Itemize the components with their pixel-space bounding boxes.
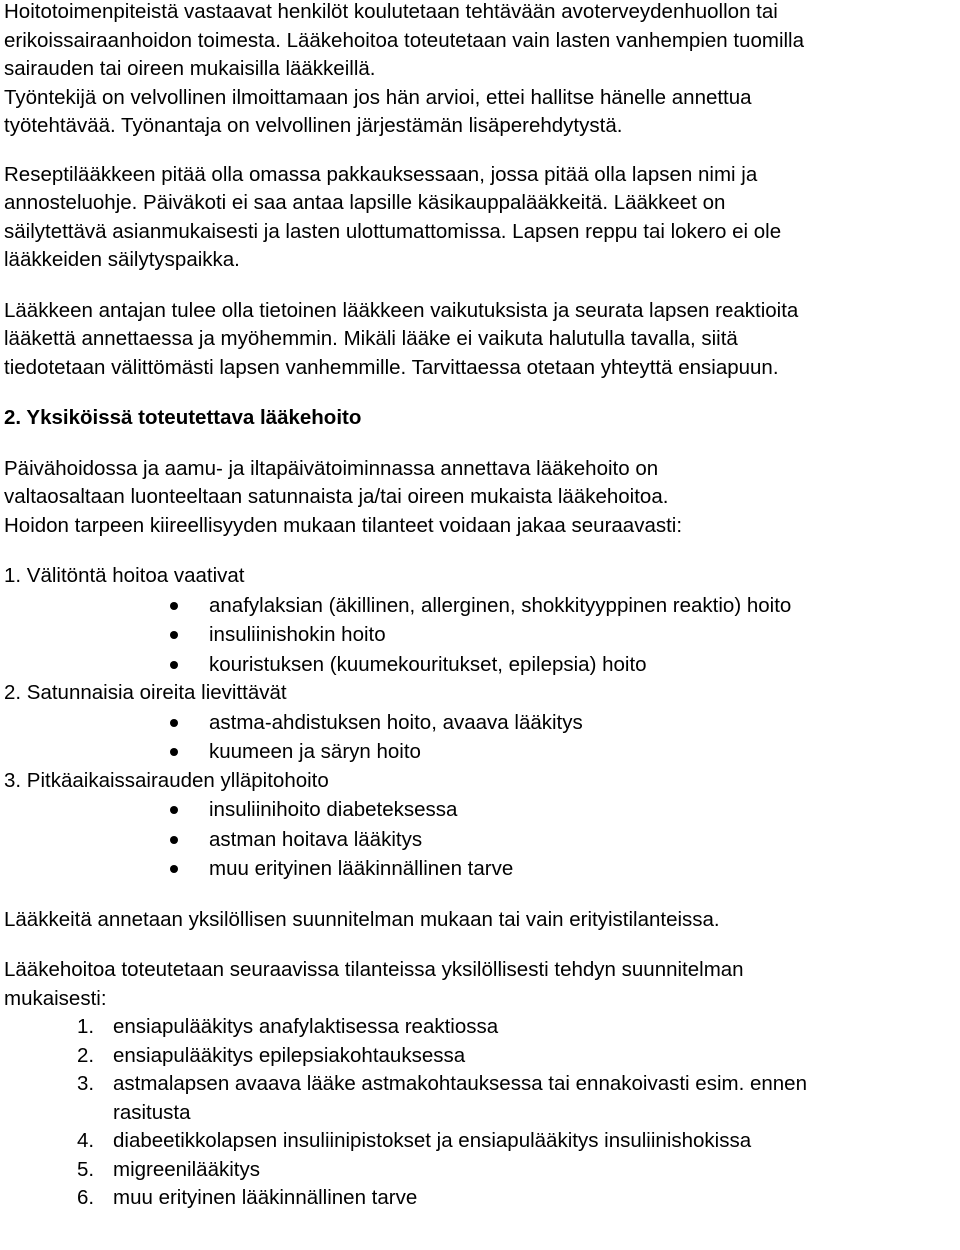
urgency-category: [4, 562, 956, 679]
text-line: sairauden tai oireen mukaisilla lääkkeillä.: [4, 57, 376, 80]
text-line: Päivähoidossa ja aamu- ja iltapäivätoiminnassa annettava lääkehoito on: [4, 456, 659, 480]
section-heading: 2. Yksiköissä toteutettava lääkehoito: [4, 406, 362, 429]
bullet-icon: [170, 602, 178, 610]
list-item: 5. migreenilääkitys: [4, 1156, 956, 1185]
list-item: kouristuksen (kuumekouritukset, epilepsia) hoito: [4, 650, 956, 680]
text-line: tiedotetaan välittömästi lapsen vanhemmille. Tarvittaessa otetaan yhteyttä ensiapuun.: [4, 355, 779, 379]
text-line: erikoissairaanhoidon toimesta. Lääkehoitoa toteutetaan vain lasten vanhempien tuomilla: [4, 28, 805, 52]
list-item: 4. diabeetikkolapsen insuliinipistokset ja ensiapulääkitys insuliinishokissa: [4, 1127, 956, 1156]
text-line: Lääkkeen antajan tulee olla tietoinen lääkkeen vaikutuksista ja seurata lapsen reaktioita: [4, 298, 799, 322]
plan-intro-paragraph: [4, 956, 956, 1013]
category-title: 1. Välitöntä hoitoa vaativat: [4, 564, 245, 587]
list-number: 1.: [77, 1015, 95, 1038]
medicine-giver-paragraph: [4, 297, 956, 383]
text-line: Hoitotoimenpiteistä vastaavat henkilöt koulutetaan tehtävään avoterveydenhuollon tai: [4, 0, 778, 23]
intro-paragraph: [4, 0, 956, 141]
numbered-list: [4, 1013, 956, 1213]
bullet-list: [4, 591, 956, 680]
bullet-list: [4, 708, 956, 767]
text-line: Lääkehoitoa toteutetaan seuraavissa tilanteissa yksilöllisesti tehdyn suunnitelman: [4, 958, 744, 981]
bullet-list: [4, 795, 956, 884]
bullet-icon: [170, 836, 178, 844]
list-number: 2.: [77, 1043, 95, 1067]
document-page: [4, 0, 956, 1213]
list-item: insuliinihoito diabeteksessa: [4, 795, 956, 825]
individual-plan-sentence: Lääkkeitä annetaan yksilöllisen suunnitelman mukaan tai vain erityistilanteissa.: [4, 907, 720, 931]
list-number: 5.: [77, 1157, 95, 1181]
list-item: astman hoitava lääkitys: [4, 825, 956, 855]
list-item: 3. astmalapsen avaava lääke astmakohtauksessa tai ennakoivasti esim. ennen rasitusta: [77, 1072, 807, 1124]
daycare-paragraph: [4, 455, 956, 541]
bullet-icon: [170, 865, 178, 873]
category-title: 3. Pitkäaikaissairauden ylläpitohoito: [4, 768, 329, 792]
list-item: insuliinishokin hoito: [4, 620, 956, 650]
text-line: lääkkeiden säilytyspaikka.: [4, 248, 240, 271]
list-number: 4.: [77, 1129, 95, 1152]
list-number: 6.: [77, 1186, 95, 1209]
bullet-icon: [170, 719, 178, 727]
text-line: lääkettä annettaessa ja myöhemmin. Mikäli lääke ei vaikuta halutulla tavalla, siitä: [4, 327, 738, 350]
bullet-icon: [170, 748, 178, 756]
list-item: 1. ensiapulääkitys anafylaktisessa reaktiossa: [4, 1013, 956, 1042]
text-line: säilytettävä asianmukaisesti ja lasten ulottumattomissa. Lapsen reppu tai lokero ei ole: [4, 219, 782, 243]
list-item: anafylaksian (äkillinen, allerginen, shokkityyppinen reaktio) hoito: [4, 591, 956, 621]
text-line: Työntekijä on velvollinen ilmoittamaan jos hän arvioi, ettei hallitse hänelle annettua: [4, 85, 752, 109]
list-number: 3.: [77, 1072, 95, 1095]
list-item: muu erityinen lääkinnällinen tarve: [4, 854, 956, 884]
prescription-paragraph: [4, 161, 956, 275]
text-line: mukaisesti:: [4, 986, 107, 1010]
list-item: 2. ensiapulääkitys epilepsiakohtauksessa: [4, 1042, 956, 1071]
text-line: Reseptilääkkeen pitää olla omassa pakkauksessaan, jossa pitää olla lapsen nimi ja: [4, 162, 758, 186]
urgency-category: [4, 679, 956, 767]
text-line: valtaosaltaan luonteeltaan satunnaista ja/tai oireen mukaista lääkehoitoa.: [4, 485, 669, 508]
text-line: työtehtävää. Työnantaja on velvollinen järjestämän lisäperehdytystä.: [4, 114, 623, 137]
bullet-icon: [170, 806, 178, 814]
urgency-category: [4, 767, 956, 884]
text-line: Hoidon tarpeen kiireellisyyden mukaan tilanteet voidaan jakaa seuraavasti:: [4, 513, 683, 537]
bullet-icon: [170, 631, 178, 639]
list-item: astma-ahdistuksen hoito, avaava lääkitys: [4, 708, 956, 738]
bullet-icon: [170, 661, 178, 669]
category-title: 2. Satunnaisia oireita lievittävät: [4, 681, 287, 704]
list-item: kuumeen ja säryn hoito: [4, 737, 956, 767]
text-line: annosteluohje. Päiväkoti ei saa antaa lapsille käsikauppalääkkeitä. Lääkkeet on: [4, 191, 726, 214]
list-item: 6. muu erityinen lääkinnällinen tarve: [4, 1184, 956, 1213]
